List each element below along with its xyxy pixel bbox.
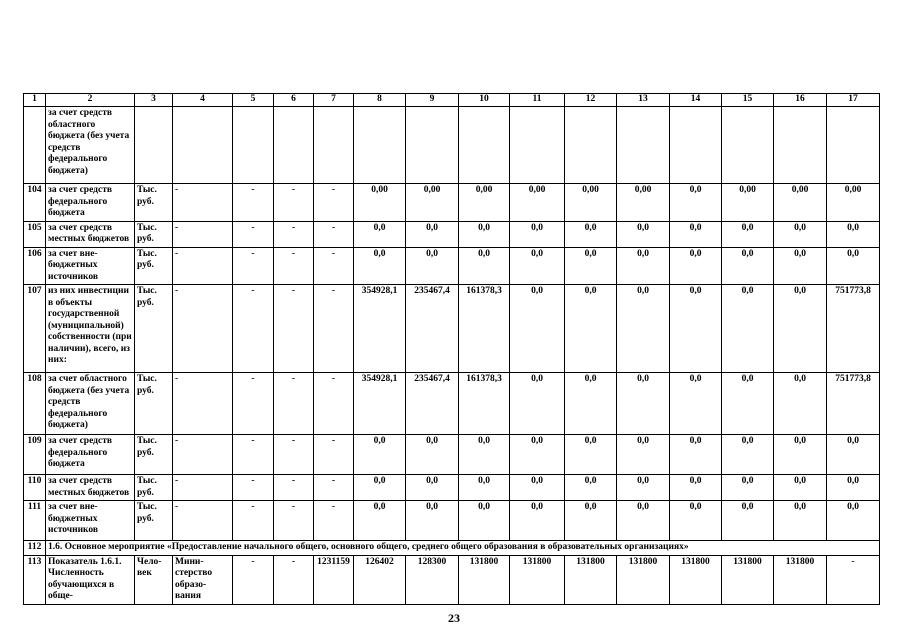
table-cell: - xyxy=(314,247,354,285)
row-number: 111 xyxy=(24,501,46,541)
budget-table xyxy=(23,93,880,605)
row-label: за счет областного бюджета (без учета средств федерального бюджета) xyxy=(46,373,135,435)
header-cell: 7 xyxy=(314,94,354,107)
table-cell: Тыс. руб. xyxy=(135,435,173,475)
table-row xyxy=(24,285,880,373)
page-number: 23 xyxy=(448,611,460,625)
table-cell: 0,0 xyxy=(617,247,670,285)
table-cell: 131800 xyxy=(459,555,510,604)
table-row xyxy=(24,247,880,285)
table-cell: 0,0 xyxy=(722,501,774,541)
table-cell xyxy=(774,107,827,184)
table-cell: 161378,3 xyxy=(459,373,510,435)
header-cell: 9 xyxy=(406,94,459,107)
table-cell: 0,0 xyxy=(617,285,670,373)
table-cell: 0,0 xyxy=(406,475,459,501)
table-cell: 131800 xyxy=(565,555,617,604)
row-number: 104 xyxy=(24,184,46,222)
table-cell: 0,0 xyxy=(670,221,722,247)
header-cell: 2 xyxy=(46,94,135,107)
table-cell xyxy=(670,107,722,184)
header-cell: 3 xyxy=(135,94,173,107)
table-cell xyxy=(233,107,274,184)
header-cell: 13 xyxy=(617,94,670,107)
table-cell xyxy=(354,107,406,184)
table-cell xyxy=(406,107,459,184)
table-cell: 0,0 xyxy=(406,247,459,285)
table-cell: 128300 xyxy=(406,555,459,604)
table-cell: 0,0 xyxy=(617,373,670,435)
table-row xyxy=(24,221,880,247)
table-cell: 0,00 xyxy=(354,184,406,222)
table-cell: 0,00 xyxy=(406,184,459,222)
table-cell xyxy=(510,107,565,184)
table-cell: 0,0 xyxy=(827,221,880,247)
table-cell: 0,0 xyxy=(459,501,510,541)
table-row xyxy=(24,501,880,541)
header-cell: 16 xyxy=(774,94,827,107)
table-cell: 0,0 xyxy=(827,247,880,285)
table-cell: 235467,4 xyxy=(406,373,459,435)
row-number: 109 xyxy=(24,435,46,475)
table-cell: Тыс. руб. xyxy=(135,285,173,373)
table-cell: 0,0 xyxy=(827,475,880,501)
table-cell: 0,0 xyxy=(617,435,670,475)
table-cell: 354928,1 xyxy=(354,373,406,435)
table-cell: 0,0 xyxy=(617,475,670,501)
table-cell: - xyxy=(274,247,314,285)
table-cell: 0,0 xyxy=(354,475,406,501)
table-cell: Тыс. руб. xyxy=(135,475,173,501)
table-cell: 0,0 xyxy=(670,501,722,541)
table-cell: 0,0 xyxy=(510,247,565,285)
table-cell: - xyxy=(173,435,233,475)
row-number: 113 xyxy=(24,555,46,604)
table-cell: 0,0 xyxy=(565,221,617,247)
table-cell: 131800 xyxy=(670,555,722,604)
table-cell xyxy=(459,107,510,184)
table-cell: 1231159 xyxy=(314,555,354,604)
table-cell: - xyxy=(233,501,274,541)
table-cell: 0,0 xyxy=(774,285,827,373)
table-cell: 0,00 xyxy=(774,184,827,222)
section-title: 1.6. Основное мероприятие «Предоставление начального общего, основного общего, среднего общего образования в образовательных организациях» xyxy=(46,541,880,556)
header-row xyxy=(24,94,880,107)
table-cell: 0,0 xyxy=(565,285,617,373)
table-cell: 0,0 xyxy=(459,475,510,501)
table-row xyxy=(24,184,880,222)
header-cell: 12 xyxy=(565,94,617,107)
section-row xyxy=(24,541,880,556)
table-cell: 0,0 xyxy=(406,221,459,247)
table-cell: 751773,8 xyxy=(827,373,880,435)
row-label: за счет средств федерального бюджета xyxy=(46,184,135,222)
table-cell: - xyxy=(274,555,314,604)
table-cell: - xyxy=(233,247,274,285)
table-cell xyxy=(173,107,233,184)
table-cell: - xyxy=(274,475,314,501)
table-cell: - xyxy=(173,247,233,285)
table-cell: 0,0 xyxy=(510,501,565,541)
table-cell: - xyxy=(173,475,233,501)
table-cell xyxy=(274,107,314,184)
header-cell: 5 xyxy=(233,94,274,107)
table-cell: 0,0 xyxy=(617,221,670,247)
header-cell: 15 xyxy=(722,94,774,107)
table-cell: 0,0 xyxy=(774,501,827,541)
table-cell: 0,0 xyxy=(774,435,827,475)
table-cell: 0,00 xyxy=(510,184,565,222)
table-cell: 0,0 xyxy=(565,373,617,435)
table-row xyxy=(24,555,880,604)
table-cell: 0,0 xyxy=(670,184,722,222)
table-cell: 0,0 xyxy=(670,435,722,475)
table-cell: 0,0 xyxy=(565,435,617,475)
table-cell: - xyxy=(314,475,354,501)
table-cell: 0,00 xyxy=(617,184,670,222)
table-cell: Мини-стерство образо-вания xyxy=(173,555,233,604)
header-cell: 4 xyxy=(173,94,233,107)
table-cell: - xyxy=(173,184,233,222)
table-cell: - xyxy=(233,555,274,604)
table-cell: 131800 xyxy=(510,555,565,604)
header-cell: 14 xyxy=(670,94,722,107)
row-label: за счет средств федерального бюджета xyxy=(46,435,135,475)
header-cell: 1 xyxy=(24,94,46,107)
table-cell: Тыс. руб. xyxy=(135,247,173,285)
table-cell: 0,0 xyxy=(510,475,565,501)
table-cell: 0,0 xyxy=(722,285,774,373)
table-cell: 0,0 xyxy=(722,475,774,501)
table-row xyxy=(24,107,880,184)
table-cell: 0,0 xyxy=(406,501,459,541)
table-cell: Тыс. руб. xyxy=(135,184,173,222)
row-number xyxy=(24,107,46,184)
table-cell: 126402 xyxy=(354,555,406,604)
table-cell: 0,0 xyxy=(827,435,880,475)
row-label: за счет средств местных бюджетов xyxy=(46,475,135,501)
table-cell: 0,0 xyxy=(774,221,827,247)
row-number: 106 xyxy=(24,247,46,285)
table-cell: - xyxy=(274,184,314,222)
row-label: Показатель 1.6.1. Численность обучающихся в обще- xyxy=(46,555,135,604)
table-cell: 0,0 xyxy=(510,435,565,475)
table-cell: - xyxy=(233,221,274,247)
table-cell: 131800 xyxy=(722,555,774,604)
table-cell: 0,0 xyxy=(354,247,406,285)
table-cell xyxy=(722,107,774,184)
table-cell: 0,0 xyxy=(459,247,510,285)
table-cell: Тыс. руб. xyxy=(135,373,173,435)
header-cell: 6 xyxy=(274,94,314,107)
table-cell: - xyxy=(274,221,314,247)
table-cell: 0,0 xyxy=(510,285,565,373)
table-cell: 0,00 xyxy=(459,184,510,222)
row-label: из них инвестиции в объекты государственной (муниципальной) собственности (при наличии), всего, из них: xyxy=(46,285,135,373)
table-cell: 0,0 xyxy=(670,373,722,435)
row-number: 108 xyxy=(24,373,46,435)
table-cell: - xyxy=(233,285,274,373)
table-cell: - xyxy=(274,373,314,435)
row-label: за счет вне-бюджетных источников xyxy=(46,501,135,541)
header-cell: 10 xyxy=(459,94,510,107)
table-cell: 161378,3 xyxy=(459,285,510,373)
table-cell: 0,00 xyxy=(722,184,774,222)
table-cell: 0,00 xyxy=(565,184,617,222)
table-cell: 0,0 xyxy=(510,221,565,247)
row-label: за счет вне-бюджетных источников xyxy=(46,247,135,285)
table-cell: 0,0 xyxy=(827,501,880,541)
table-cell: 0,0 xyxy=(354,221,406,247)
table-cell: - xyxy=(314,285,354,373)
row-number: 110 xyxy=(24,475,46,501)
table-cell: - xyxy=(274,285,314,373)
table-cell: 0,0 xyxy=(774,373,827,435)
table-cell: 0,0 xyxy=(354,501,406,541)
table-cell: - xyxy=(173,501,233,541)
table-cell: 0,0 xyxy=(565,247,617,285)
row-label: за счет средств областного бюджета (без учета средств федерального бюджета) xyxy=(46,107,135,184)
table-cell: 0,00 xyxy=(827,184,880,222)
table-cell xyxy=(135,107,173,184)
table-cell: 0,0 xyxy=(565,501,617,541)
table-cell: 0,0 xyxy=(617,501,670,541)
table-cell: 0,0 xyxy=(670,285,722,373)
table-row xyxy=(24,475,880,501)
table-cell: 131800 xyxy=(617,555,670,604)
table-cell: 0,0 xyxy=(406,435,459,475)
table-cell: - xyxy=(233,184,274,222)
table-cell: - xyxy=(233,373,274,435)
table-cell: - xyxy=(233,475,274,501)
table-cell: 354928,1 xyxy=(354,285,406,373)
table-cell xyxy=(827,107,880,184)
table-cell: - xyxy=(314,373,354,435)
header-cell: 8 xyxy=(354,94,406,107)
table-cell: 0,0 xyxy=(722,435,774,475)
table-cell: - xyxy=(173,285,233,373)
table-cell: 0,0 xyxy=(510,373,565,435)
table-cell: - xyxy=(274,501,314,541)
table-cell: 0,0 xyxy=(565,475,617,501)
row-number: 107 xyxy=(24,285,46,373)
table-cell: - xyxy=(233,435,274,475)
table-cell: Тыс. руб. xyxy=(135,501,173,541)
table-cell: - xyxy=(314,501,354,541)
table-row xyxy=(24,373,880,435)
table-cell: - xyxy=(274,435,314,475)
table-cell: 131800 xyxy=(774,555,827,604)
table-cell: 0,0 xyxy=(774,475,827,501)
table-cell: 0,0 xyxy=(459,221,510,247)
table-cell: - xyxy=(314,221,354,247)
table-cell: 751773,8 xyxy=(827,285,880,373)
table-cell xyxy=(314,107,354,184)
table-cell: 0,0 xyxy=(354,435,406,475)
table-cell: 235467,4 xyxy=(406,285,459,373)
table-cell: - xyxy=(173,373,233,435)
table-cell xyxy=(617,107,670,184)
table-cell: - xyxy=(314,184,354,222)
table-cell: 0,0 xyxy=(722,373,774,435)
table-cell: 0,0 xyxy=(722,221,774,247)
row-number: 105 xyxy=(24,221,46,247)
table-cell: - xyxy=(314,435,354,475)
header-cell: 17 xyxy=(827,94,880,107)
table-cell: 0,0 xyxy=(774,247,827,285)
table-cell: - xyxy=(173,221,233,247)
table-cell: 0,0 xyxy=(670,475,722,501)
row-label: за счет средств местных бюджетов xyxy=(46,221,135,247)
table-cell: - xyxy=(827,555,880,604)
table-cell: Чело-век xyxy=(135,555,173,604)
table-row xyxy=(24,435,880,475)
table-cell: 0,0 xyxy=(459,435,510,475)
header-cell: 11 xyxy=(510,94,565,107)
table-cell xyxy=(565,107,617,184)
table-cell: 0,0 xyxy=(722,247,774,285)
row-number: 112 xyxy=(24,541,46,556)
table-cell: 0,0 xyxy=(670,247,722,285)
table-cell: Тыс. руб. xyxy=(135,221,173,247)
